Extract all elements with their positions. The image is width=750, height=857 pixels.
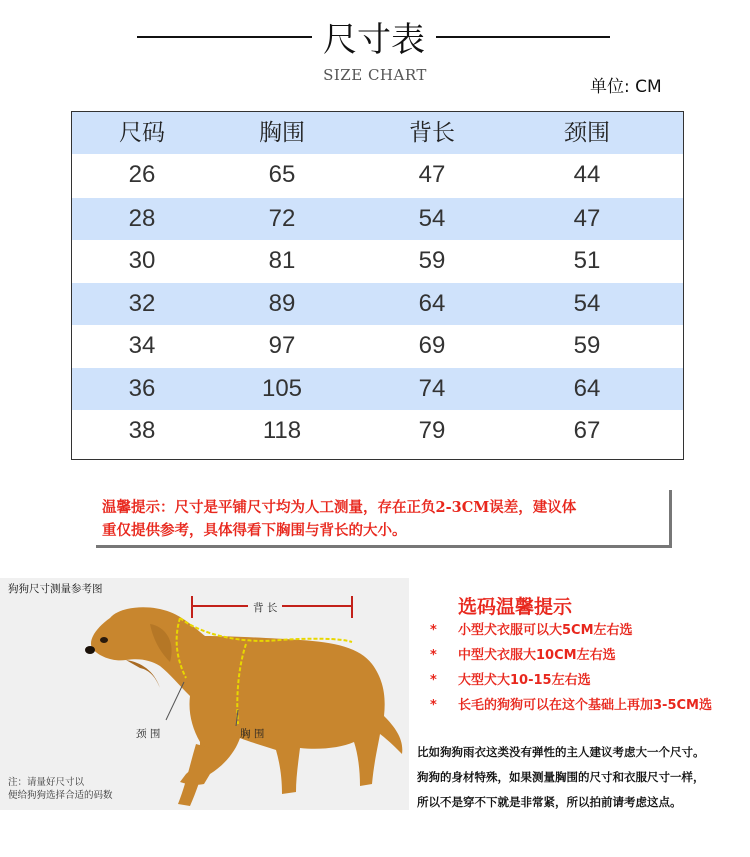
table-row xyxy=(72,283,683,325)
table-cell: 118 xyxy=(262,417,302,444)
table-row xyxy=(72,240,683,282)
table-cell: 74 xyxy=(418,375,446,402)
list-item xyxy=(430,618,750,643)
list-item xyxy=(430,693,750,718)
column-header-neck: 颈围 xyxy=(564,120,610,146)
table-cell: 64 xyxy=(418,290,446,317)
table-cell: 30 xyxy=(128,247,156,274)
table-cell: 26 xyxy=(128,161,156,188)
table-cell: 47 xyxy=(573,205,601,232)
column-header-size: 尺码 xyxy=(119,120,165,146)
tip-text: 长毛的狗狗可以在这个基础上再加3-5CM选 xyxy=(458,698,712,713)
unit-label: 单位: CM xyxy=(590,77,662,97)
table-cell: 89 xyxy=(268,290,296,317)
note-line-2: 便给狗狗选择合适的码数 xyxy=(8,790,113,801)
tip-text: 中型犬衣服大10CM左右选 xyxy=(458,648,616,663)
table-cell: 64 xyxy=(573,375,601,402)
note-line-1: 注：请量好尺寸以 xyxy=(8,777,85,788)
notice-line-2: 重仅提供参考，具体得看下胸围与背长的大小。 xyxy=(102,522,407,539)
neck-label: 颈 围 xyxy=(136,728,161,740)
table-cell: 69 xyxy=(418,332,446,359)
table-cell: 67 xyxy=(573,417,601,444)
table-row xyxy=(72,325,683,367)
table-row xyxy=(72,198,683,240)
title-divider-right xyxy=(436,36,610,38)
table-header-row xyxy=(72,112,683,154)
table-cell: 97 xyxy=(268,332,296,359)
table-cell: 36 xyxy=(128,375,156,402)
table-cell: 72 xyxy=(268,205,296,232)
table-cell: 79 xyxy=(418,417,446,444)
table-cell: 54 xyxy=(418,205,446,232)
column-header-back-length: 背长 xyxy=(409,120,455,146)
measurement-notice xyxy=(96,490,672,548)
table-cell: 51 xyxy=(573,247,601,274)
advice-line-1: 比如狗狗雨衣这类没有弹性的主人建议考虑大一个尺寸。 xyxy=(417,745,705,759)
table-cell: 44 xyxy=(573,161,601,188)
back-length-label: 背 长 xyxy=(253,602,278,614)
column-header-chest: 胸围 xyxy=(259,120,305,146)
table-cell: 59 xyxy=(418,247,446,274)
table-cell: 59 xyxy=(573,332,601,359)
star-icon: * xyxy=(430,648,437,663)
list-item xyxy=(430,668,750,693)
table-cell: 54 xyxy=(573,290,601,317)
list-item xyxy=(430,643,750,668)
table-row xyxy=(72,410,683,452)
title-row xyxy=(0,12,750,62)
star-icon: * xyxy=(430,623,437,638)
sizing-advice xyxy=(417,740,750,815)
table-cell: 38 xyxy=(128,417,156,444)
advice-line-2: 狗狗的身材特殊，如果测量胸围的尺寸和衣服尺寸一样， xyxy=(417,770,705,784)
table-cell: 47 xyxy=(418,161,446,188)
page-subtitle: SIZE CHART xyxy=(323,66,427,84)
page-title: 尺寸表 xyxy=(323,20,425,60)
table-row xyxy=(72,368,683,410)
star-icon: * xyxy=(430,673,437,688)
size-table xyxy=(71,111,684,460)
star-icon: * xyxy=(430,698,437,713)
size-tips-title: 选码温馨提示 xyxy=(458,596,573,618)
table-cell: 28 xyxy=(128,205,156,232)
size-tips-list xyxy=(430,618,750,718)
tip-text: 小型犬衣服可以大5CM左右选 xyxy=(458,623,633,638)
table-cell: 105 xyxy=(261,375,303,402)
table-cell: 81 xyxy=(268,247,296,274)
dog-measurement-panel xyxy=(0,578,409,810)
title-divider-left xyxy=(137,36,312,38)
chest-label: 胸 围 xyxy=(240,728,265,740)
table-row xyxy=(72,154,683,196)
measurement-note xyxy=(8,776,113,802)
advice-line-3: 所以不是穿不下就是非常紧，所以拍前请考虑这点。 xyxy=(417,795,682,809)
notice-line-1: 温馨提示：尺寸是平铺尺寸均为人工测量，存在正负2-3CM误差，建议体 xyxy=(102,499,577,516)
table-cell: 34 xyxy=(128,332,156,359)
table-cell: 32 xyxy=(128,290,156,317)
table-cell: 65 xyxy=(268,161,296,188)
measurement-caption: 狗狗尺寸测量参考图 xyxy=(8,583,103,595)
tip-text: 大型犬大10-15左右选 xyxy=(458,673,591,688)
